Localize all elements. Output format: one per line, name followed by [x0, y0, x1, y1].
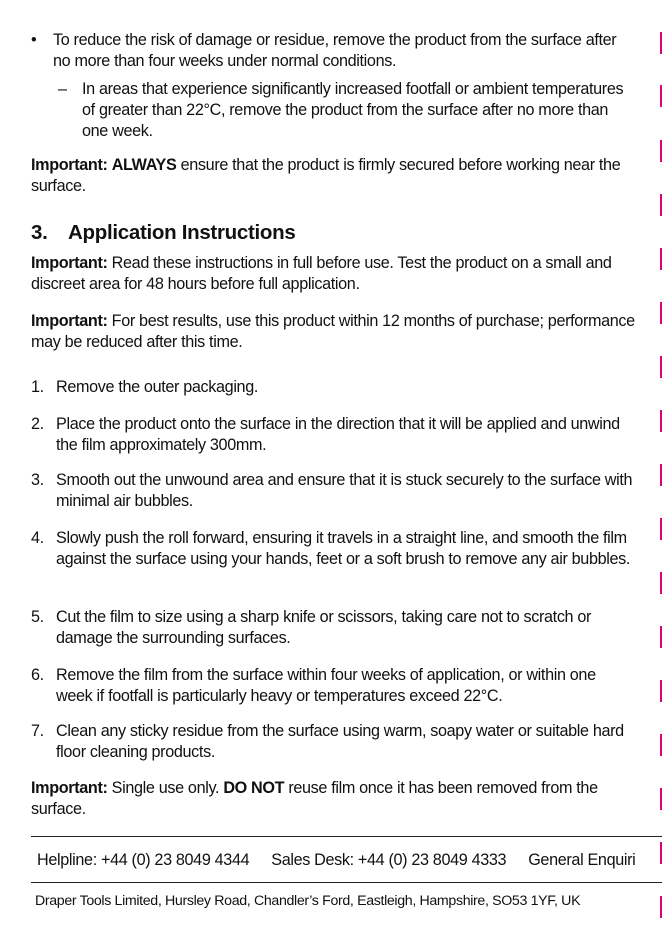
section-title: Application Instructions — [68, 221, 296, 244]
important-secure-text: ensure that the product is firmly secured before working near the surface. — [31, 156, 621, 195]
step-text: Place the product onto the surface in the direction that it will be applied and unwind the film approximately 300mm. — [56, 415, 620, 454]
footer-top-divider — [31, 836, 662, 837]
important-label: Important: — [31, 779, 108, 797]
step-item — [31, 607, 636, 649]
step-text: Remove the film from the surface within four weeks of application, or within one week if footfall is particularly heavy or temperatures exceed 22°C. — [56, 666, 596, 705]
footer-contacts — [37, 851, 635, 870]
important-results-note — [31, 311, 636, 353]
step-item — [31, 377, 636, 398]
step-number: 2. — [31, 415, 44, 433]
step-number: 3. — [31, 471, 44, 489]
step-item — [31, 721, 636, 763]
important-label: Important: — [31, 156, 108, 174]
sales-desk-text: Sales Desk: +44 (0) 23 8049 4333 — [271, 851, 507, 869]
section-heading — [31, 221, 295, 245]
step-number: 6. — [31, 666, 44, 684]
step-item — [31, 470, 636, 512]
single-use-text-end: reuse film once it has been removed from the surface. — [31, 779, 598, 818]
step-item — [31, 665, 636, 707]
sub-bullet-item — [58, 79, 638, 142]
important-single-use-note — [31, 778, 636, 820]
step-text: Slowly push the roll forward, ensuring it travels in a straight line, and smooth the film against the surface using your hands, feet or a soft brush to remove any air bubbles. — [56, 529, 631, 568]
page-edge-marks — [658, 0, 662, 936]
always-emphasis: ALWAYS — [111, 156, 177, 174]
important-read-text: Read these instructions in full before use. Test the product on a small and discreet area for 48 hours before full application. — [31, 254, 612, 293]
single-use-text: Single use only. — [107, 779, 224, 797]
company-address: Draper Tools Limited, Hursley Road, Chandler’s Ford, Eastleigh, Hampshire, SO53 1YF, UK — [35, 893, 581, 909]
step-text: Remove the outer packaging. — [56, 378, 259, 396]
step-item — [31, 414, 636, 456]
important-read-note — [31, 253, 636, 295]
bullet-marker: • — [31, 31, 37, 49]
helpline-text: Helpline: +44 (0) 23 8049 4344 — [37, 851, 250, 869]
step-number: 5. — [31, 608, 44, 626]
step-text: Cut the film to size using a sharp knife or scissors, taking care not to scratch or damage the surrounding surfaces. — [56, 608, 592, 647]
bullet-text: To reduce the risk of damage or residue, remove the product from the surface after no more than four weeks under normal conditions. — [53, 31, 617, 70]
important-results-text: For best results, use this product within 12 months of purchase; performance may be reduced after this time. — [31, 312, 635, 351]
important-secure-note — [31, 155, 636, 197]
general-enquiries-text: General Enquiri — [528, 851, 636, 869]
step-number: 1. — [31, 378, 44, 396]
important-label: Important: — [31, 312, 108, 330]
section-number: 3. — [31, 221, 48, 244]
step-number: 4. — [31, 529, 44, 547]
step-item — [31, 528, 636, 570]
step-text: Clean any sticky residue from the surface using warm, soapy water or suitable hard floor cleaning products. — [56, 722, 624, 761]
step-text: Smooth out the unwound area and ensure that it is stuck securely to the surface with minimal air bubbles. — [56, 471, 633, 510]
bullet-item — [31, 30, 631, 72]
footer-bottom-divider — [31, 882, 662, 883]
do-not-emphasis: DO NOT — [223, 779, 285, 797]
important-label: Important: — [31, 254, 108, 272]
sub-bullet-marker: – — [58, 80, 67, 98]
sub-bullet-text: In areas that experience significantly increased footfall or ambient temperatures of greater than 22°C, remove the product from the surface after no more than one week. — [82, 80, 624, 140]
step-number: 7. — [31, 722, 44, 740]
